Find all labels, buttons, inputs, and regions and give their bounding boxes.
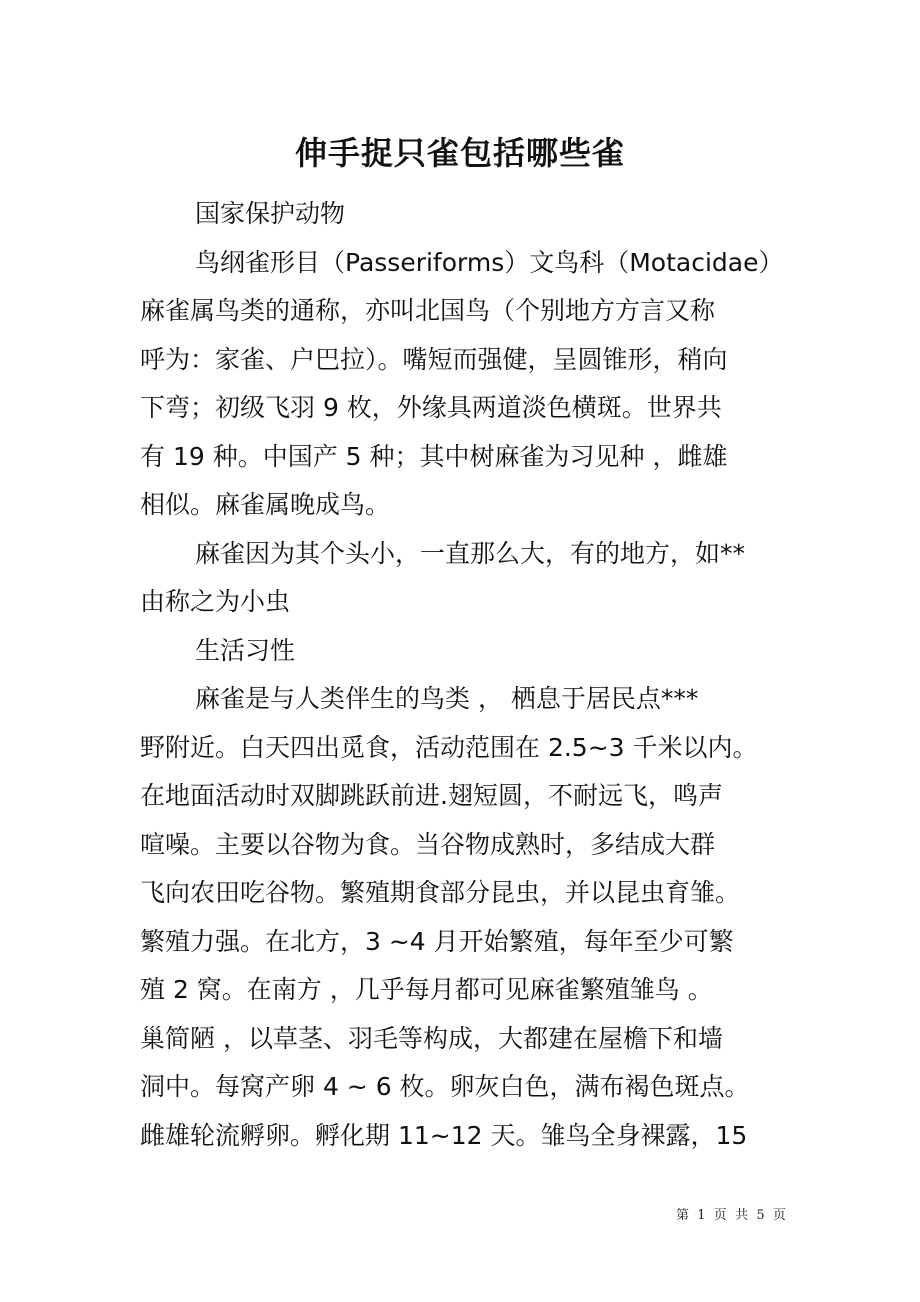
document-title: 伸手捉只雀包括哪些雀 [294,134,625,172]
paragraph-line: 巢简陋 ，以草茎、羽毛等构成，大都建在屋檐下和墙 [140,1023,723,1053]
paragraph-line: 由称之为小虫 [140,587,291,616]
paragraph-line: 有 19 种。中国产 5 种；其中树麻雀为习见种 ，雌雄 [140,441,728,471]
paragraph-line: 繁殖力强。在北方，3 ~4 月开始繁殖，每年至少可繁 [140,926,734,956]
paragraph-line: 麻雀是与人类伴生的鸟类 ， 栖息于居民点*** [195,684,699,713]
paragraph-line: 麻雀属鸟类的通称，亦叫北国鸟（个别地方方言又称 [140,296,716,325]
paragraph-line: 洞中。每窝产卵 4 ~ 6 枚。卵灰白色，满布褐色斑点。 [140,1072,750,1101]
paragraph-line: 喧噪。主要以谷物为食。当谷物成熟时，多结成大群 [140,829,716,859]
paragraph-line: 麻雀因为其个头小，一直那么大，有的地方，如** [195,538,746,568]
page-footer: 第 1 页 共 5 页 [676,1208,786,1223]
paragraph-line: 相似。麻雀属晚成鸟。 [140,490,391,519]
paragraph-line: 殖 2 窝。在南方 ，几乎每月都可见麻雀繁殖雏鸟 。 [140,975,713,1004]
document-body [140,190,800,1160]
paragraph-line: 飞向农田吃谷物。繁殖期食部分昆虫，并以昆虫育雏。 [140,878,741,907]
section-heading: 生活习性 [195,635,296,665]
paragraph-line: 鸟纲雀形目（Passeriforms）文鸟科（Motacidae） [195,247,784,277]
paragraph-line: 呼为：家雀、户巴拉）。嘴短而强健，呈圆锥形，稍向 [140,344,728,374]
paragraph-line: 在地面活动时双脚跳跃前进.翅短圆，不耐远飞，鸣声 [140,781,723,810]
paragraph-line: 下弯；初级飞羽 9 枚，外缘具两道淡色横斑。世界共 [140,393,722,422]
paragraph-line: 国家保护动物 [195,199,346,228]
paragraph-line: 雌雄轮流孵卵。孵化期 11~12 天。雏鸟全身裸露，15 [140,1120,748,1150]
paragraph-line: 野附近。白天四出觅食，活动范围在 2.5~3 千米以内。 [140,732,758,762]
